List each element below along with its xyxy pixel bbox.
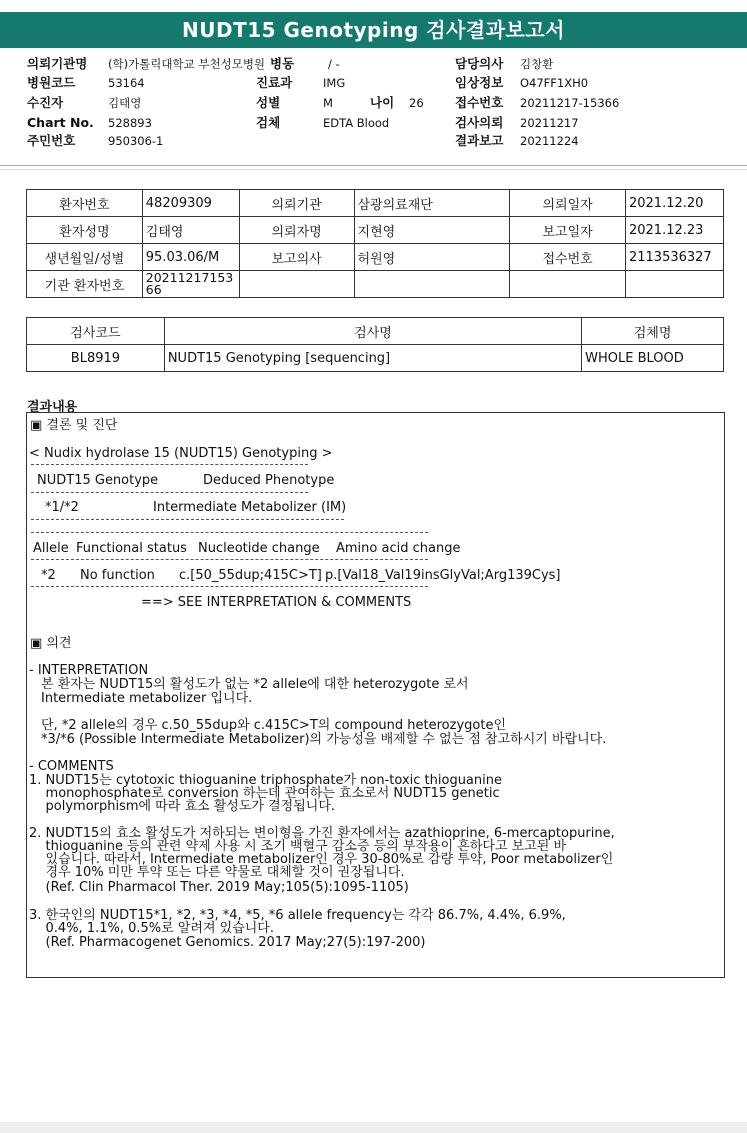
table-cell: 의뢰자명 <box>239 217 354 244</box>
header-label: 접수번호 <box>455 95 504 110</box>
header-value: 20211224 <box>520 134 579 148</box>
table-cell: 2021.12.23 <box>625 217 723 244</box>
header-value: (학)가톨릭대학교 부천성모병원 <box>108 57 266 71</box>
dashed-divider <box>31 519 344 520</box>
table-cell: 김태영 <box>142 217 239 244</box>
table-cell: 보고의사 <box>239 244 354 271</box>
comment-line: 3. 한국인의 NUDT15*1, *2, *3, *4, *5, *6 allele frequency는 각각 86.7%, 4.4%, 6.9%, <box>29 908 566 923</box>
table-cell: WHOLE BLOOD <box>582 345 724 372</box>
header-value: 김태영 <box>108 96 142 110</box>
phenotype-header: Deduced Phenotype <box>203 473 335 488</box>
allele-value: *2 <box>41 568 56 583</box>
header-divider <box>0 169 747 170</box>
table-cell: 95.03.06/M <box>142 244 239 271</box>
table-cell: 48209309 <box>142 190 239 217</box>
table-header: 검사명 <box>164 318 581 345</box>
nucleotide-change-value: c.[50_55dup;415C>T] <box>179 568 322 583</box>
genotype-header: NUDT15 Genotype <box>37 473 159 488</box>
table-header: 검사코드 <box>27 318 165 345</box>
dashed-divider <box>31 464 308 465</box>
table-cell: 의뢰일자 <box>510 190 626 217</box>
interpretation-line: Intermediate metabolizer 입니다. <box>41 691 253 706</box>
header-value: 53164 <box>108 76 145 90</box>
header-value: 김창환 <box>520 57 554 71</box>
table-cell <box>239 271 354 298</box>
header-label: 주민번호 <box>27 133 76 148</box>
table-cell <box>354 271 510 298</box>
table-row <box>27 345 724 372</box>
table-cell: 2113536327 <box>625 244 723 271</box>
nucleotide-change-header: Nucleotide change <box>198 541 320 556</box>
dashed-divider <box>31 492 308 493</box>
age-value: 26 <box>409 96 424 110</box>
header-info <box>0 0 747 160</box>
patient-info-table <box>26 189 724 298</box>
header-label: 검사의뢰 <box>455 115 504 130</box>
table-cell: NUDT15 Genotyping [sequencing] <box>164 345 581 372</box>
header-label: Chart No. <box>27 115 94 130</box>
comment-line: 2. NUDT15의 효소 활성도가 저하되는 변이형을 가진 환자에서는 azathioprine, 6-mercaptopurine, <box>29 826 615 841</box>
genotype-value: *1/*2 <box>45 500 79 515</box>
table-cell: 20211217153 66 <box>142 271 239 298</box>
phenotype-value: Intermediate Metabolizer (IM) <box>153 500 347 515</box>
dashed-divider <box>31 532 428 533</box>
header-value: 20211217 <box>520 116 579 130</box>
see-interpretation-note: ==> SEE INTERPRETATION & COMMENTS <box>141 595 412 610</box>
header-value: O47FF1XH0 <box>520 76 589 90</box>
table-row <box>27 217 724 244</box>
functional-status-value: No function <box>80 568 155 583</box>
header-value: M <box>323 96 333 110</box>
page-bottom-bar <box>0 1122 747 1133</box>
header-label: 수진자 <box>27 95 64 110</box>
comment-line: 0.4%, 1.1%, 0.5%로 알려져 있습니다. <box>29 921 275 936</box>
comment-line: 경우 10% 미만 투약 또는 다른 약물로 대체할 것이 권장됩니다. <box>29 865 405 880</box>
table-cell: 생년월일/성별 <box>27 244 143 271</box>
header-label: 의뢰기관명 <box>27 56 88 71</box>
table-row <box>27 271 724 298</box>
comment-line: (Ref. Clin Pharmacol Ther. 2019 May;105(5):1095-1105) <box>29 880 409 895</box>
header-label: 성별 <box>256 95 281 110</box>
table-cell: 지현영 <box>354 217 510 244</box>
header-label: 병원코드 <box>27 75 76 90</box>
allele-header: Allele <box>33 541 69 556</box>
table-cell: BL8919 <box>27 345 165 372</box>
table-cell: 환자성명 <box>27 217 143 244</box>
table-cell: 2021.12.20 <box>625 190 723 217</box>
amino-acid-change-value: p.[Val18_Val19insGlyVal;Arg139Cys] <box>325 568 561 583</box>
comments-heading: - COMMENTS <box>29 759 114 774</box>
table-cell: 기관 환자번호 <box>27 271 143 298</box>
result-content-box <box>26 412 725 978</box>
report-title: NUDT15 Genotyping 검사결과보고서 <box>0 12 747 48</box>
header-label: 결과보고 <box>455 133 504 148</box>
result-section-title: 결과내용 <box>27 400 78 415</box>
gene-title: < Nudix hydrolase 15 (NUDT15) Genotyping > <box>29 446 333 461</box>
comment-line: 있습니다. 따라서, Intermediate metabolizer인 경우 30-80%로 감량 투약, Poor metabolizer인 <box>29 852 614 867</box>
interpretation-line: 단, *2 allele의 경우 c.50_55dup와 c.415C>T의 compound heterozygote인 <box>41 718 507 733</box>
test-info-table <box>26 317 724 372</box>
header-value: EDTA Blood <box>323 116 390 130</box>
table-row <box>27 190 724 217</box>
table-cell: 허원영 <box>354 244 510 271</box>
table-cell: 환자번호 <box>27 190 143 217</box>
table-row <box>27 318 724 345</box>
age-label: 나이 <box>370 95 395 110</box>
header-label: 임상정보 <box>455 75 504 90</box>
header-value: 528893 <box>108 116 152 130</box>
header-label: 검체 <box>256 115 281 130</box>
header-value: IMG <box>323 76 346 90</box>
interpretation-line: 본 환자는 NUDT15의 활성도가 없는 *2 allele에 대한 heterozygote 로서 <box>41 677 469 692</box>
interpretation-heading: - INTERPRETATION <box>29 663 149 678</box>
header-label: 병동 <box>270 56 295 71</box>
table-header: 검체명 <box>582 318 724 345</box>
comment-line: 1. NUDT15는 cytotoxic thioguanine triphosphate가 non-toxic thioguanine <box>29 773 502 788</box>
comment-line: monophosphate로 conversion 하는데 관여하는 효소로서 NUDT15 genetic <box>29 786 500 801</box>
header-value: 20211217-15366 <box>520 96 620 110</box>
conclusion-heading: ▣ 결론 및 진단 <box>30 418 118 433</box>
header-label: 담당의사 <box>455 56 504 71</box>
table-row <box>27 244 724 271</box>
header-value: 950306-1 <box>108 134 164 148</box>
dashed-divider <box>31 586 428 587</box>
header-value: / - <box>328 57 340 71</box>
table-cell: 접수번호 <box>510 244 626 271</box>
interpretation-line: *3/*6 (Possible Intermediate Metabolizer)의 가능성을 배제할 수 없는 점 참고하시기 바랍니다. <box>41 732 607 747</box>
header-divider <box>0 165 747 166</box>
table-cell: 의뢰기관 <box>239 190 354 217</box>
comment-line: (Ref. Pharmacogenet Genomics. 2017 May;27(5):197-200) <box>29 935 426 950</box>
table-cell <box>625 271 723 298</box>
table-cell <box>510 271 626 298</box>
opinion-heading: ▣ 의견 <box>30 636 72 651</box>
table-cell: 삼광의료재단 <box>354 190 510 217</box>
amino-acid-change-header: Amino acid change <box>336 541 461 556</box>
header-label: 진료과 <box>256 75 293 90</box>
functional-status-header: Functional status <box>76 541 187 556</box>
comment-line: polymorphism에 따라 효소 활성도가 결정됩니다. <box>29 799 336 814</box>
table-cell: 보고일자 <box>510 217 626 244</box>
comment-line: thioguanine 등의 관련 약제 사용 시 조기 백혈구 감소증 등의 부작용이 흔하다고 보고된 바 <box>29 839 566 854</box>
dashed-divider <box>31 559 428 560</box>
